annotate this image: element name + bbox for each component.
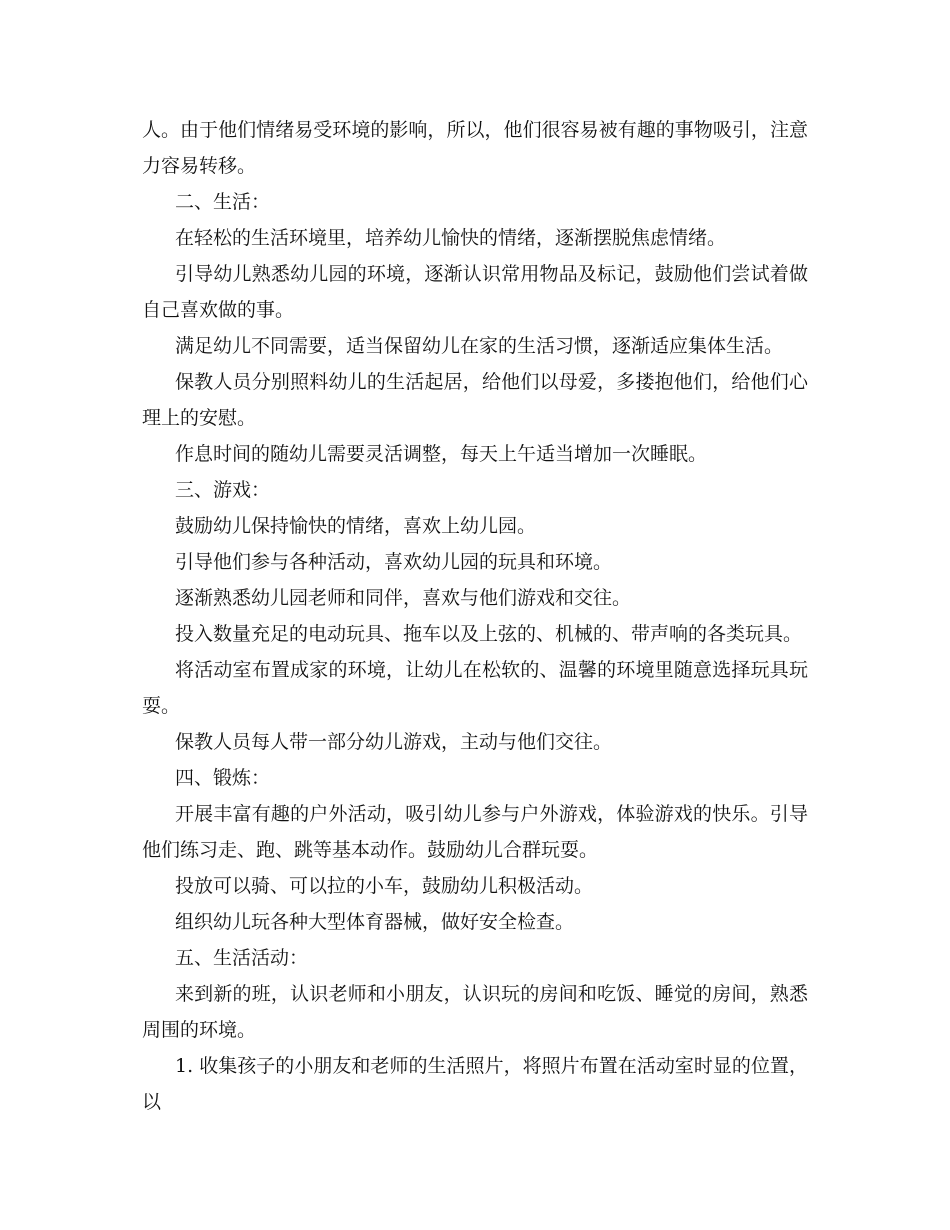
paragraph: 作息时间的随幼儿需要灵活调整，每天上午适当增加一次睡眠。 — [175, 443, 708, 465]
paragraph: 满足幼儿不同需要，适当保留幼儿在家的生活习惯，逐渐适应集体生活。 — [175, 335, 784, 357]
section-heading-exercise: 四、锻炼： — [175, 767, 271, 789]
paragraph: 投放可以骑、可以拉的小车，鼓励幼儿积极活动。 — [175, 875, 594, 897]
section-heading-daily-activities: 五、生活活动： — [175, 947, 309, 969]
paragraph-numbered-item: 1. 收集孩子的小朋友和老师的生活照片，将照片布置在活动室时显的位置，以 — [142, 1055, 808, 1113]
paragraph: 开展丰富有趣的户外活动，吸引幼儿参与户外游戏，体验游戏的快乐。引导他们练习走、跑、跳等基本动作。鼓励幼儿合群玩耍。 — [142, 803, 808, 861]
paragraph: 引导他们参与各种活动，喜欢幼儿园的玩具和环境。 — [175, 551, 613, 573]
paragraph: 保教人员分别照料幼儿的生活起居，给他们以母爱，多搂抱他们，给他们心理上的安慰。 — [142, 371, 808, 429]
section-heading-games: 三、游戏： — [175, 479, 271, 501]
paragraph: 鼓励幼儿保持愉快的情绪，喜欢上幼儿园。 — [175, 515, 537, 537]
section-heading-life: 二、生活： — [175, 191, 271, 213]
paragraph: 将活动室布置成家的环境，让幼儿在松软的、温馨的环境里随意选择玩具玩耍。 — [142, 659, 808, 717]
paragraph: 来到新的班，认识老师和小朋友，认识玩的房间和吃饭、睡觉的房间，熟悉周围的环境。 — [142, 983, 808, 1041]
paragraph: 投入数量充足的电动玩具、拖车以及上弦的、机械的、带声响的各类玩具。 — [175, 623, 803, 645]
document-body — [142, 112, 808, 1120]
paragraph-continuation: 人。由于他们情绪易受环境的影响，所以，他们很容易被有趣的事物吸引，注意力容易转移。 — [142, 119, 808, 177]
paragraph: 引导幼儿熟悉幼儿园的环境，逐渐认识常用物品及标记，鼓励他们尝试着做自己喜欢做的事。 — [142, 263, 808, 321]
paragraph: 逐渐熟悉幼儿园老师和同伴，喜欢与他们游戏和交往。 — [175, 587, 632, 609]
paragraph: 组织幼儿玩各种大型体育器械，做好安全检查。 — [175, 911, 575, 933]
paragraph: 在轻松的生活环境里，培养幼儿愉快的情绪，逐渐摆脱焦虑情绪。 — [175, 227, 727, 249]
paragraph: 保教人员每人带一部分幼儿游戏，主动与他们交往。 — [175, 731, 613, 753]
